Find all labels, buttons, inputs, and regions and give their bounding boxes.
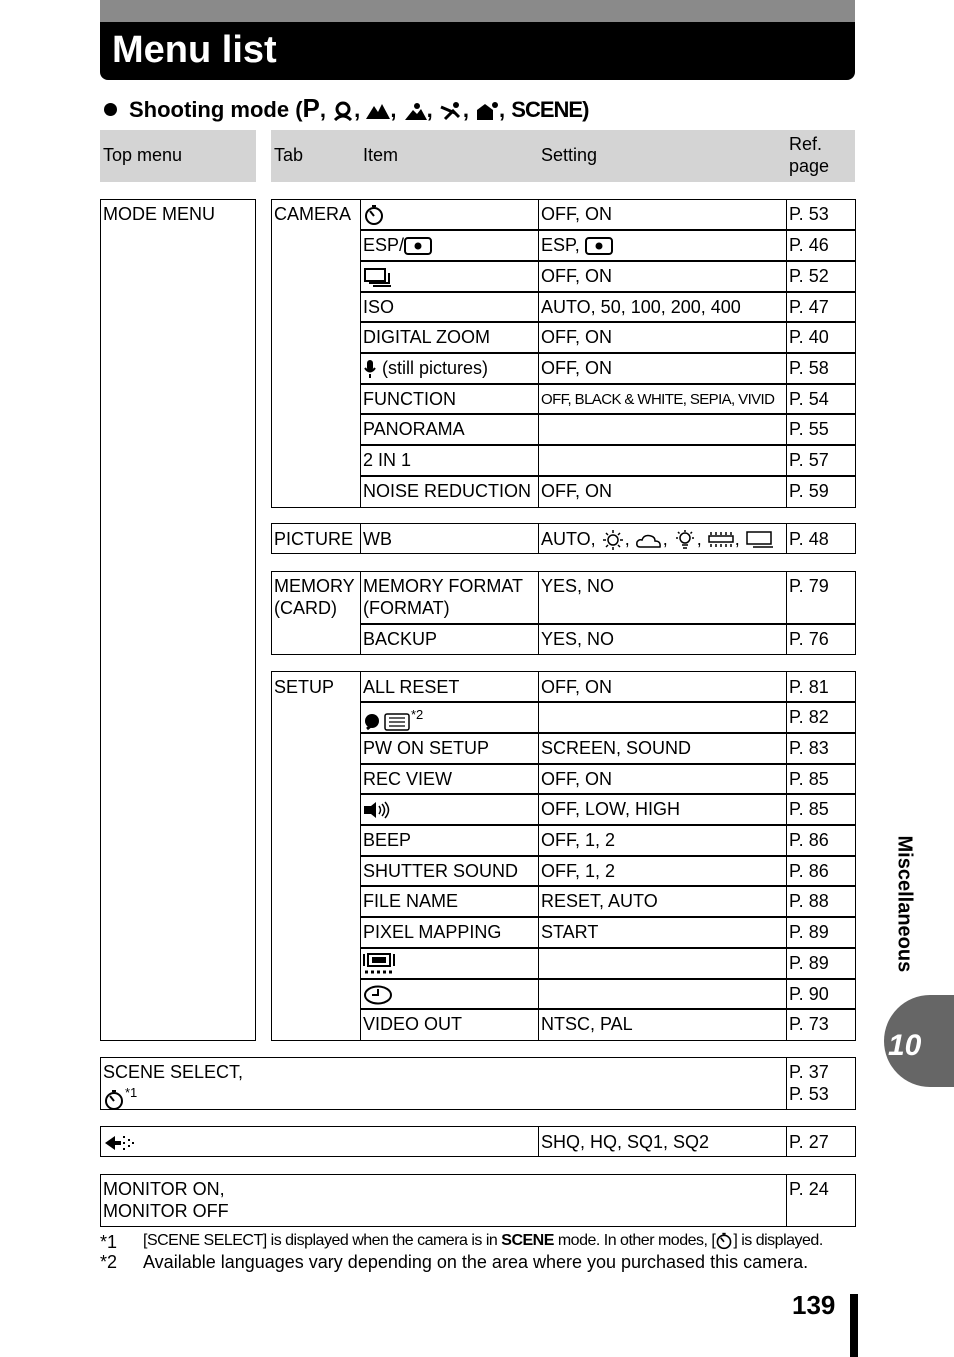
chapter-label: Miscellaneous bbox=[893, 835, 916, 973]
landscape-icon bbox=[366, 102, 390, 120]
footnote-2: *2 Available languages vary depending on the area where you purchased this camera. bbox=[100, 1252, 809, 1272]
mode-menu-cell bbox=[100, 199, 256, 1041]
image-quality-icon bbox=[103, 1134, 135, 1152]
tab-picture: PICTURE bbox=[274, 529, 354, 549]
fluorescent-icon bbox=[707, 530, 735, 550]
program-p-icon: P bbox=[302, 93, 320, 123]
mode-menu-label: MODE MENU bbox=[103, 204, 215, 224]
tab-camera: CAMERA bbox=[274, 204, 352, 224]
chapter-tab: 10 bbox=[884, 995, 954, 1087]
night-portrait-icon bbox=[475, 101, 499, 121]
top-strip bbox=[100, 0, 855, 22]
header-top-menu: Top menu bbox=[100, 130, 256, 182]
tab-memory: MEMORY bbox=[274, 576, 355, 596]
scene-icon: SCENE bbox=[501, 1232, 554, 1250]
landscape-portrait-icon bbox=[403, 101, 427, 121]
title-bar bbox=[100, 22, 855, 80]
spot-metering-icon bbox=[404, 237, 432, 255]
underwater-icon bbox=[745, 530, 775, 550]
footnote-1: *1 [SCENE SELECT] is displayed when the camera is in SCENE mode. In other modes, [ ] is displayed. bbox=[100, 1232, 823, 1252]
clock-icon bbox=[363, 985, 393, 1005]
self-timer-icon bbox=[715, 1232, 733, 1250]
tab-setup: SETUP bbox=[274, 677, 335, 697]
microphone-icon bbox=[363, 359, 377, 379]
self-timer-icon bbox=[103, 1089, 125, 1111]
cloudy-icon bbox=[635, 531, 663, 549]
scene-icon: SCENE bbox=[511, 97, 583, 122]
sports-icon bbox=[439, 101, 463, 121]
monitor-brightness-icon bbox=[363, 953, 395, 975]
sunny-icon bbox=[601, 529, 625, 551]
self-timer-icon bbox=[363, 204, 385, 226]
spot-metering-icon bbox=[585, 237, 613, 255]
image-quality-row bbox=[100, 1126, 856, 1157]
page-title: Menu list bbox=[112, 29, 277, 71]
header-row: Tab Item Setting Ref. page bbox=[271, 130, 855, 182]
section-heading: Shooting mode (P, , , , , , SCENE) bbox=[104, 93, 589, 124]
tungsten-icon bbox=[673, 529, 697, 551]
page-number: 139 bbox=[792, 1290, 836, 1320]
speaker-icon bbox=[363, 800, 391, 820]
bullet-icon bbox=[104, 103, 117, 116]
page-bar bbox=[850, 1294, 858, 1357]
portrait-icon bbox=[332, 101, 354, 121]
language-icon bbox=[363, 711, 411, 733]
sequential-shooting-icon bbox=[363, 267, 393, 287]
